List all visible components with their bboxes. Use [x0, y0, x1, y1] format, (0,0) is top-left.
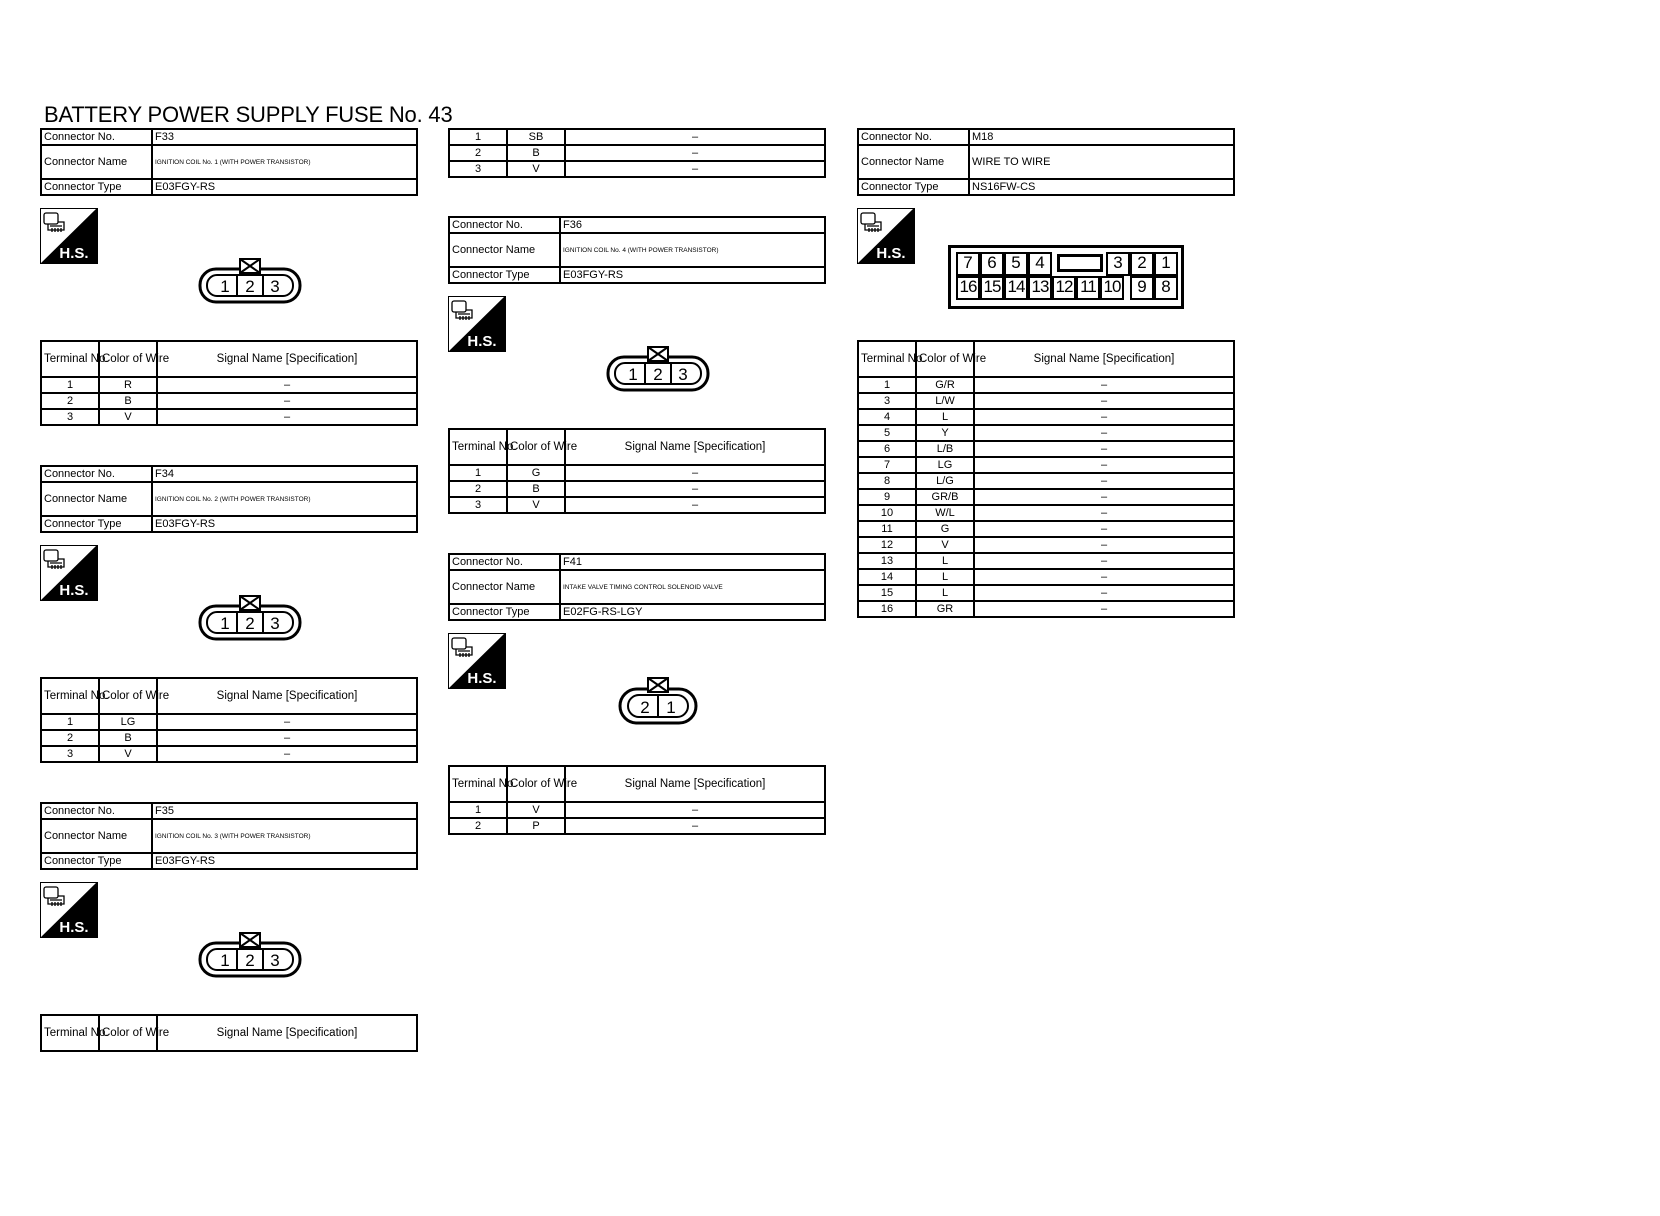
terminal-no-header: Terminal No. [858, 341, 916, 377]
terminal-no-cell: 3 [41, 746, 99, 762]
terminal-no-cell: 8 [858, 473, 916, 489]
terminal-no-header: Terminal No. [449, 429, 507, 465]
connector-name-value: IGNITION COIL No. 4 (WITH POWER TRANSISTOR) [560, 233, 825, 267]
terminal-row [449, 802, 825, 818]
connector-no-label: Connector No. [41, 803, 152, 819]
connector-no-label: Connector No. [858, 129, 969, 145]
wire-color-cell: G [507, 465, 565, 481]
terminal-no-cell: 16 [858, 601, 916, 617]
terminal-no-cell: 2 [449, 145, 507, 161]
signal-name-header: Signal Name [Specification] [565, 429, 825, 465]
signal-name-cell: – [565, 129, 825, 145]
terminal-no-header: Terminal No. [41, 341, 99, 377]
connector-name-value: WIRE TO WIRE [969, 145, 1234, 179]
connector-f33-info [40, 128, 418, 196]
terminal-row [858, 409, 1234, 425]
pin-label: 1 [220, 614, 230, 633]
signal-name-cell: – [974, 569, 1234, 585]
color-of-wire-header: Color of Wire [99, 1015, 157, 1051]
connector-type-label: Connector Type [41, 516, 152, 532]
connector-type-label: Connector Type [449, 267, 560, 283]
pin: 16 [956, 276, 980, 300]
pin: 14 [1004, 276, 1028, 300]
pin-label: 3 [270, 951, 280, 970]
terminal-no-cell: 6 [858, 441, 916, 457]
connector-no-value: F36 [560, 217, 825, 233]
pin: 2 [1130, 252, 1154, 276]
pin-label: 2 [245, 951, 255, 970]
connector-f34-info [40, 465, 418, 533]
signal-name-cell: – [974, 537, 1234, 553]
connector-f36-terminals [448, 428, 826, 514]
connector-name-value: INTAKE VALVE TIMING CONTROL SOLENOID VALVE [560, 570, 825, 604]
wire-color-cell: L [916, 553, 974, 569]
pin: 4 [1028, 252, 1052, 276]
signal-name-cell: – [157, 730, 417, 746]
pin: 5 [1004, 252, 1028, 276]
harness-side-icon [857, 208, 915, 264]
terminal-row [41, 409, 417, 425]
signal-name-cell: – [565, 145, 825, 161]
pin-label: 2 [245, 614, 255, 633]
terminal-no-cell: 5 [858, 425, 916, 441]
terminal-row [858, 473, 1234, 489]
pin: 15 [980, 276, 1004, 300]
signal-name-cell: – [157, 409, 417, 425]
connector-type-value: E02FG-RS-LGY [560, 604, 825, 620]
wire-color-cell: LG [99, 714, 157, 730]
wire-color-cell: L/G [916, 473, 974, 489]
connector-name-label: Connector Name [449, 570, 560, 604]
terminal-row [858, 521, 1234, 537]
terminal-row [858, 553, 1234, 569]
signal-name-cell: – [565, 161, 825, 177]
hs-label: H.S. [59, 245, 89, 262]
wire-color-cell: SB [507, 129, 565, 145]
connector-type-label: Connector Type [41, 853, 152, 869]
signal-name-cell: – [974, 425, 1234, 441]
terminal-no-cell: 10 [858, 505, 916, 521]
connector-no-value: F34 [152, 466, 417, 482]
terminal-no-cell: 3 [449, 161, 507, 177]
pin: 3 [1106, 252, 1130, 276]
signal-name-cell: – [565, 818, 825, 834]
connector-latch [1057, 254, 1103, 272]
terminal-no-cell: 4 [858, 409, 916, 425]
signal-name-cell: – [974, 441, 1234, 457]
terminal-no-cell: 2 [449, 818, 507, 834]
pin-label: 1 [220, 951, 230, 970]
signal-name-cell: – [974, 393, 1234, 409]
color-of-wire-header: Color of Wire [99, 341, 157, 377]
pin-label: 2 [653, 365, 663, 384]
connector-name-label: Connector Name [858, 145, 969, 179]
pin-label: 1 [628, 365, 638, 384]
wire-color-cell: L [916, 409, 974, 425]
wire-color-cell: R [99, 377, 157, 393]
pin: 13 [1028, 276, 1052, 300]
pin: 1 [1154, 252, 1178, 276]
connector-type-value: E03FGY-RS [152, 179, 417, 195]
terminal-row [41, 746, 417, 762]
connector-f36-info [448, 216, 826, 284]
connector-type-value: E03FGY-RS [152, 853, 417, 869]
pin-label: 1 [220, 277, 230, 296]
wire-color-cell: B [99, 730, 157, 746]
signal-name-cell: – [974, 601, 1234, 617]
pin-label: 2 [245, 277, 255, 296]
terminal-no-header: Terminal No. [41, 678, 99, 714]
connector-m18-info [857, 128, 1235, 196]
connector-no-value: F33 [152, 129, 417, 145]
connector-f34-diagram [198, 594, 302, 647]
hs-label: H.S. [59, 919, 89, 936]
terminal-no-cell: 7 [858, 457, 916, 473]
hs-label: H.S. [467, 333, 497, 350]
terminal-row [41, 714, 417, 730]
signal-name-cell: – [974, 585, 1234, 601]
color-of-wire-header: Color of Wire [507, 429, 565, 465]
color-of-wire-header: Color of Wire [99, 678, 157, 714]
terminal-row [858, 441, 1234, 457]
hs-label: H.S. [876, 245, 906, 262]
terminal-no-cell: 2 [449, 481, 507, 497]
signal-name-cell: – [565, 465, 825, 481]
terminal-row [449, 129, 825, 145]
pin: 7 [956, 252, 980, 276]
connector-name-value: IGNITION COIL No. 2 (WITH POWER TRANSISTOR) [152, 482, 417, 516]
signal-name-header: Signal Name [Specification] [157, 341, 417, 377]
signal-name-cell: – [974, 553, 1234, 569]
pin-label: 3 [270, 614, 280, 633]
signal-name-cell: – [157, 377, 417, 393]
terminal-row [858, 585, 1234, 601]
wire-color-cell: W/L [916, 505, 974, 521]
pin: 9 [1130, 276, 1154, 300]
connector-name-label: Connector Name [449, 233, 560, 267]
terminal-no-cell: 12 [858, 537, 916, 553]
wire-color-cell: L/W [916, 393, 974, 409]
harness-side-icon [40, 208, 98, 264]
signal-name-header: Signal Name [Specification] [157, 1015, 417, 1051]
connector-f35-terminals-header [40, 1014, 418, 1052]
connector-type-value: E03FGY-RS [560, 267, 825, 283]
wire-color-cell: G [916, 521, 974, 537]
hs-label: H.S. [467, 670, 497, 687]
connector-f34-terminals [40, 677, 418, 763]
terminal-row [858, 537, 1234, 553]
signal-name-cell: – [974, 505, 1234, 521]
connector-f41-terminals [448, 765, 826, 835]
wire-color-cell: B [99, 393, 157, 409]
wire-color-cell: B [507, 481, 565, 497]
harness-side-icon [448, 633, 506, 689]
connector-f35-diagram [198, 931, 302, 984]
color-of-wire-header: Color of Wire [916, 341, 974, 377]
connector-no-value: F41 [560, 554, 825, 570]
pin: 10 [1100, 276, 1124, 300]
pin: 6 [980, 252, 1004, 276]
pin: 8 [1154, 276, 1178, 300]
harness-side-icon [40, 882, 98, 938]
wire-color-cell: V [916, 537, 974, 553]
color-of-wire-header: Color of Wire [507, 766, 565, 802]
terminal-no-header: Terminal No. [449, 766, 507, 802]
signal-name-cell: – [565, 802, 825, 818]
connector-f35-terminals-continued [448, 128, 826, 178]
terminal-row [858, 505, 1234, 521]
terminal-row [41, 730, 417, 746]
terminal-row [858, 457, 1234, 473]
wire-color-cell: B [507, 145, 565, 161]
terminal-no-cell: 1 [449, 129, 507, 145]
connector-no-label: Connector No. [41, 466, 152, 482]
signal-name-header: Signal Name [Specification] [565, 766, 825, 802]
signal-name-cell: – [974, 489, 1234, 505]
signal-name-cell: – [565, 481, 825, 497]
terminal-row [449, 818, 825, 834]
connector-no-label: Connector No. [41, 129, 152, 145]
signal-name-cell: – [157, 714, 417, 730]
wire-color-cell: LG [916, 457, 974, 473]
signal-name-cell: – [565, 497, 825, 513]
signal-name-cell: – [974, 457, 1234, 473]
wire-color-cell: V [507, 161, 565, 177]
terminal-row [858, 393, 1234, 409]
pin: 11 [1076, 276, 1100, 300]
terminal-no-cell: 13 [858, 553, 916, 569]
connector-type-value: NS16FW-CS [969, 179, 1234, 195]
wire-color-cell: V [99, 409, 157, 425]
terminal-no-cell: 1 [449, 465, 507, 481]
terminal-row [858, 569, 1234, 585]
terminal-no-cell: 1 [858, 377, 916, 393]
hs-label: H.S. [59, 582, 89, 599]
signal-name-cell: – [974, 409, 1234, 425]
connector-f41-info [448, 553, 826, 621]
wire-color-cell: L/B [916, 441, 974, 457]
connector-type-label: Connector Type [449, 604, 560, 620]
wire-color-cell: V [99, 746, 157, 762]
connector-f33-diagram [198, 257, 302, 310]
terminal-row [858, 377, 1234, 393]
signal-name-cell: – [974, 473, 1234, 489]
terminal-row [449, 481, 825, 497]
terminal-no-cell: 15 [858, 585, 916, 601]
signal-name-cell: – [974, 521, 1234, 537]
terminal-no-cell: 3 [41, 409, 99, 425]
wire-color-cell: L [916, 585, 974, 601]
terminal-no-header: Terminal No. [41, 1015, 99, 1051]
terminal-row [858, 425, 1234, 441]
wire-color-cell: P [507, 818, 565, 834]
terminal-row [858, 489, 1234, 505]
signal-name-cell: – [157, 393, 417, 409]
harness-side-icon [448, 296, 506, 352]
connector-m18-diagram [948, 245, 1184, 309]
connector-m18-terminals [857, 340, 1235, 618]
connector-no-value: F35 [152, 803, 417, 819]
terminal-row [449, 497, 825, 513]
pin-label: 3 [678, 365, 688, 384]
terminal-no-cell: 2 [41, 393, 99, 409]
connector-name-label: Connector Name [41, 482, 152, 516]
wire-color-cell: G/R [916, 377, 974, 393]
page-title: BATTERY POWER SUPPLY FUSE No. 43 [44, 102, 453, 127]
terminal-no-cell: 14 [858, 569, 916, 585]
signal-name-header: Signal Name [Specification] [157, 678, 417, 714]
terminal-row [41, 393, 417, 409]
pin-label: 2 [640, 698, 650, 717]
terminal-no-cell: 2 [41, 730, 99, 746]
connector-f33-terminals [40, 340, 418, 426]
wire-color-cell: Y [916, 425, 974, 441]
signal-name-cell: – [157, 746, 417, 762]
wire-color-cell: L [916, 569, 974, 585]
connector-f35-info [40, 802, 418, 870]
terminal-row [858, 601, 1234, 617]
connector-no-label: Connector No. [449, 217, 560, 233]
wire-color-cell: V [507, 802, 565, 818]
harness-side-icon [40, 545, 98, 601]
signal-name-header: Signal Name [Specification] [974, 341, 1234, 377]
wire-color-cell: V [507, 497, 565, 513]
terminal-no-cell: 1 [41, 714, 99, 730]
pin: 12 [1052, 276, 1076, 300]
terminal-row [449, 145, 825, 161]
terminal-no-cell: 11 [858, 521, 916, 537]
terminal-no-cell: 1 [41, 377, 99, 393]
connector-f41-diagram [618, 676, 698, 731]
connector-type-label: Connector Type [858, 179, 969, 195]
terminal-no-cell: 1 [449, 802, 507, 818]
terminal-no-cell: 3 [449, 497, 507, 513]
connector-name-value: IGNITION COIL No. 1 (WITH POWER TRANSISTOR) [152, 145, 417, 179]
connector-name-label: Connector Name [41, 145, 152, 179]
terminal-no-cell: 3 [858, 393, 916, 409]
pin-label: 3 [270, 277, 280, 296]
wire-color-cell: GR [916, 601, 974, 617]
wire-color-cell: GR/B [916, 489, 974, 505]
terminal-row [449, 465, 825, 481]
connector-no-label: Connector No. [449, 554, 560, 570]
terminal-row [41, 377, 417, 393]
terminal-row [449, 161, 825, 177]
connector-type-label: Connector Type [41, 179, 152, 195]
pin-label: 1 [666, 698, 676, 717]
connector-name-value: IGNITION COIL No. 3 (WITH POWER TRANSISTOR) [152, 819, 417, 853]
connector-no-value: M18 [969, 129, 1234, 145]
connector-type-value: E03FGY-RS [152, 516, 417, 532]
terminal-no-cell: 9 [858, 489, 916, 505]
connector-name-label: Connector Name [41, 819, 152, 853]
signal-name-cell: – [974, 377, 1234, 393]
connector-f36-diagram [606, 345, 710, 398]
